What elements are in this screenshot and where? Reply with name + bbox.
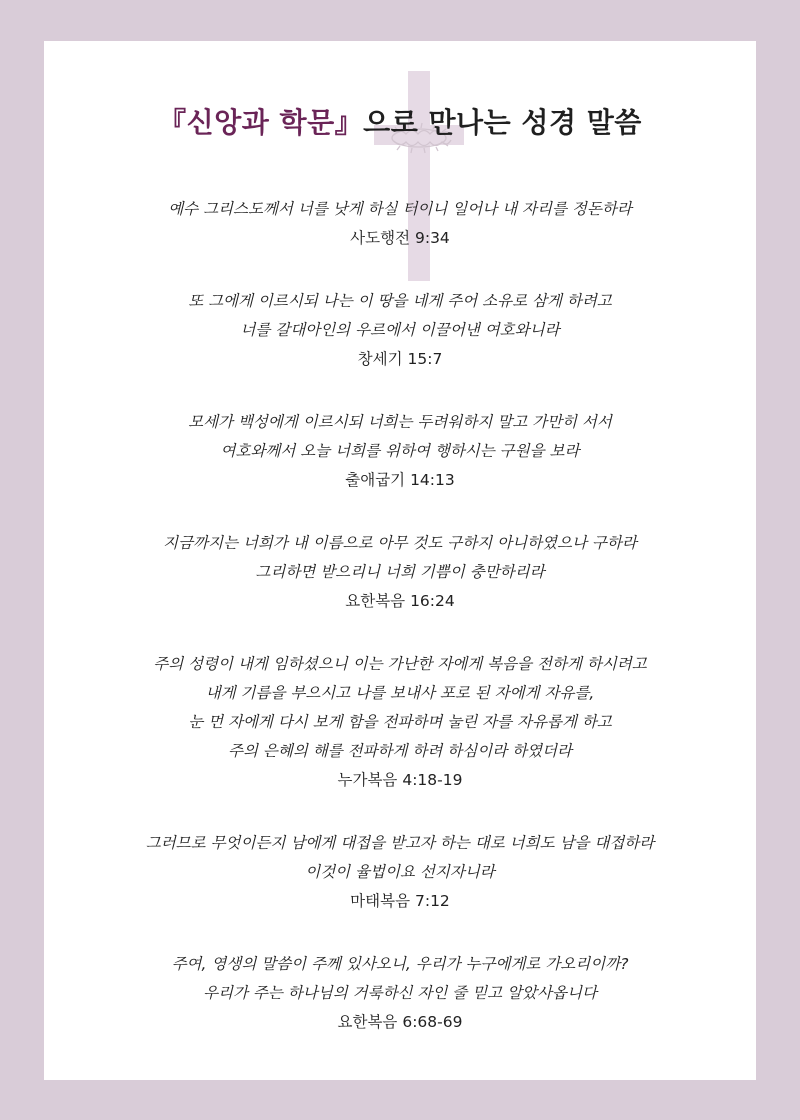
verse-text-line: 주의 은혜의 해를 전파하게 하려 하심이라 하였더라 xyxy=(228,742,572,760)
page-title xyxy=(44,101,756,141)
verse-reference: 요한복음 16:24 xyxy=(345,592,455,610)
title-highlight: 『신앙과 학문』 xyxy=(158,106,364,139)
verse-reference: 누가복음 4:18-19 xyxy=(337,771,463,789)
verse-block xyxy=(44,529,756,616)
verse-reference: 요한복음 6:68-69 xyxy=(337,1013,463,1031)
verse-list xyxy=(44,195,756,1071)
scripture-page xyxy=(44,41,756,1080)
verse-text-line: 너를 갈대아인의 우르에서 이끌어낸 여호와니라 xyxy=(240,321,560,339)
verse-reference: 마태복음 7:12 xyxy=(350,892,450,910)
verse-reference: 사도행전 9:34 xyxy=(350,229,450,247)
verse-text-line: 이것이 율법이요 선지자니라 xyxy=(305,863,495,881)
title-rest: 으로 만나는 성경 말씀 xyxy=(363,106,642,139)
verse-text-line: 모세가 백성에게 이르시되 너희는 두려워하지 말고 가만히 서서 xyxy=(188,413,612,431)
verse-block xyxy=(44,950,756,1037)
verse-reference: 창세기 15:7 xyxy=(357,350,443,368)
verse-text-line: 여호와께서 오늘 너희를 위하여 행하시는 구원을 보라 xyxy=(220,442,580,460)
verse-block xyxy=(44,287,756,374)
verse-text-line: 내게 기름을 부으시고 나를 보내사 포로 된 자에게 자유를, xyxy=(205,684,595,702)
verse-text-line: 예수 그리스도께서 너를 낫게 하실 터이니 일어나 내 자리를 정돈하라 xyxy=(168,200,632,218)
verse-block xyxy=(44,650,756,795)
verse-block xyxy=(44,195,756,253)
verse-text-line: 주여, 영생의 말씀이 주께 있사오니, 우리가 누구에게로 가오리이까? xyxy=(171,955,629,973)
verse-text-line: 눈 먼 자에게 다시 보게 함을 전파하며 눌린 자를 자유롭게 하고 xyxy=(188,713,612,731)
verse-text-line: 우리가 주는 하나님의 거룩하신 자인 줄 믿고 알았사옵니다 xyxy=(203,984,597,1002)
verse-text-line: 또 그에게 이르시되 나는 이 땅을 네게 주어 소유로 삼게 하려고 xyxy=(188,292,612,310)
verse-text-line: 그리하면 받으리니 너희 기쁨이 충만하리라 xyxy=(255,563,545,581)
verse-text-line: 그러므로 무엇이든지 남에게 대접을 받고자 하는 대로 너희도 남을 대접하라 xyxy=(145,834,655,852)
verse-reference: 출애굽기 14:13 xyxy=(345,471,455,489)
verse-text-line: 지금까지는 너희가 내 이름으로 아무 것도 구하지 아니하였으나 구하라 xyxy=(163,534,637,552)
verse-block xyxy=(44,408,756,495)
verse-block xyxy=(44,829,756,916)
verse-text-line: 주의 성령이 내게 임하셨으니 이는 가난한 자에게 복음을 전하게 하시려고 xyxy=(153,655,647,673)
